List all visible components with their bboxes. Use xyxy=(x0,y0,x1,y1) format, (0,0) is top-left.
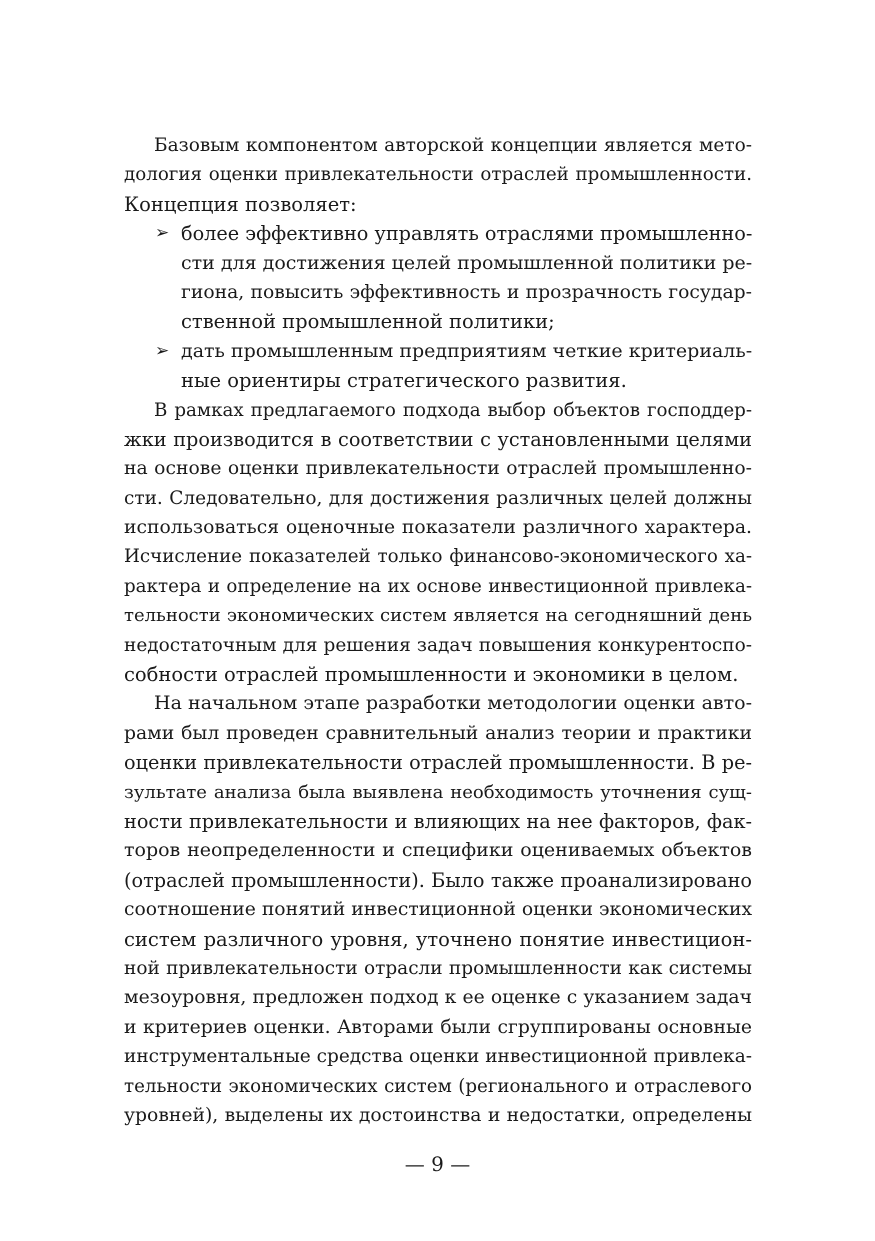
page-body xyxy=(124,131,752,1130)
text-line: Базовым компонентом авторской концепции является мето- xyxy=(154,135,752,156)
text-line: дология оценки привлекательности отраслей промышленности. xyxy=(124,164,752,186)
text-line: торов неопределенности и специфики оцениваемых объектов xyxy=(124,839,752,862)
text-line: систем различного уровня, уточнено понятие инвестицион- xyxy=(124,927,752,951)
text-line: собности отраслей промышленности и экономики в целом. xyxy=(124,663,739,687)
text-line: и критериев оценки. Авторами были сгруппированы основные xyxy=(124,1016,752,1038)
text-line: ные ориентиры стратегического развития. xyxy=(181,369,627,393)
bullet-text: более эффективно управлять отраслями промышленно- xyxy=(181,222,753,246)
text-line: (отраслей промышленности). Было также проанализировано xyxy=(124,868,752,892)
text-line: тельности экономических систем (регионального и отраслевого xyxy=(124,1075,752,1097)
text-line: использоваться оценочные показатели различного характера. xyxy=(124,517,752,539)
text-line: На начальном этапе разработки методологии оценки авто- xyxy=(154,692,752,715)
text-line: ственной промышленной политики; xyxy=(181,310,555,334)
paragraph xyxy=(124,131,752,219)
text-line: жки производится в соответствии с установленными целями xyxy=(124,427,752,451)
text-line: ности привлекательности и влияющих на нее факторов, фак- xyxy=(124,809,752,833)
text-line: соотношение понятий инвестиционной оценки экономических xyxy=(124,899,753,921)
text-line: рами был проведен сравнительный анализ теории и практики xyxy=(124,722,752,744)
text-line: Концепция позволяет: xyxy=(124,192,357,216)
text-line xyxy=(124,337,752,366)
text-line: на основе оценки привлекательности отраслей промышленно- xyxy=(124,458,752,480)
text-line: инструментальные средства оценки инвестиционной привлека- xyxy=(124,1046,752,1068)
text-line: зультате анализа была выявлена необходимость уточнения сущ- xyxy=(124,781,752,803)
text-line: мезоуровня, предложен подход к ее оценке с указанием задач xyxy=(124,987,752,1009)
text-line: Исчисление показателей только финансово-экономического ха- xyxy=(124,546,752,568)
text-line: ной привлекательности отрасли промышленности как системы xyxy=(124,957,752,979)
bullet-text: дать промышленным предприятиям четкие критериаль- xyxy=(181,339,753,362)
page-number: — 9 — xyxy=(404,1152,471,1176)
text-line: В рамках предлагаемого подхода выбор объектов господдер- xyxy=(154,399,752,421)
text-line: уровней), выделены их достоинства и недостатки, определены xyxy=(124,1104,752,1126)
text-line: гиона, повысить эффективность и прозрачность государ- xyxy=(181,281,752,303)
text-line xyxy=(124,219,752,248)
text-line: рактера и определение на их основе инвестиционной привлека- xyxy=(124,575,752,597)
text-line: сти. Следовательно, для достижения различных целей должны xyxy=(124,487,752,509)
text-line: оценки привлекательности отраслей промышленности. В ре- xyxy=(124,751,752,775)
arrow-bullet-icon: ➢ xyxy=(155,223,170,244)
arrow-bullet-icon: ➢ xyxy=(155,340,170,361)
bullet-item xyxy=(124,219,752,337)
paragraph xyxy=(124,689,752,1130)
text-line: недостаточным для решения задач повышения конкурентоспо- xyxy=(124,634,752,656)
paragraph xyxy=(124,396,752,690)
text-line: сти для достижения целей промышленной политики ре- xyxy=(181,251,753,274)
bullet-item xyxy=(124,337,752,396)
text-line: тельности экономических систем является на сегодняшний день xyxy=(124,605,752,627)
